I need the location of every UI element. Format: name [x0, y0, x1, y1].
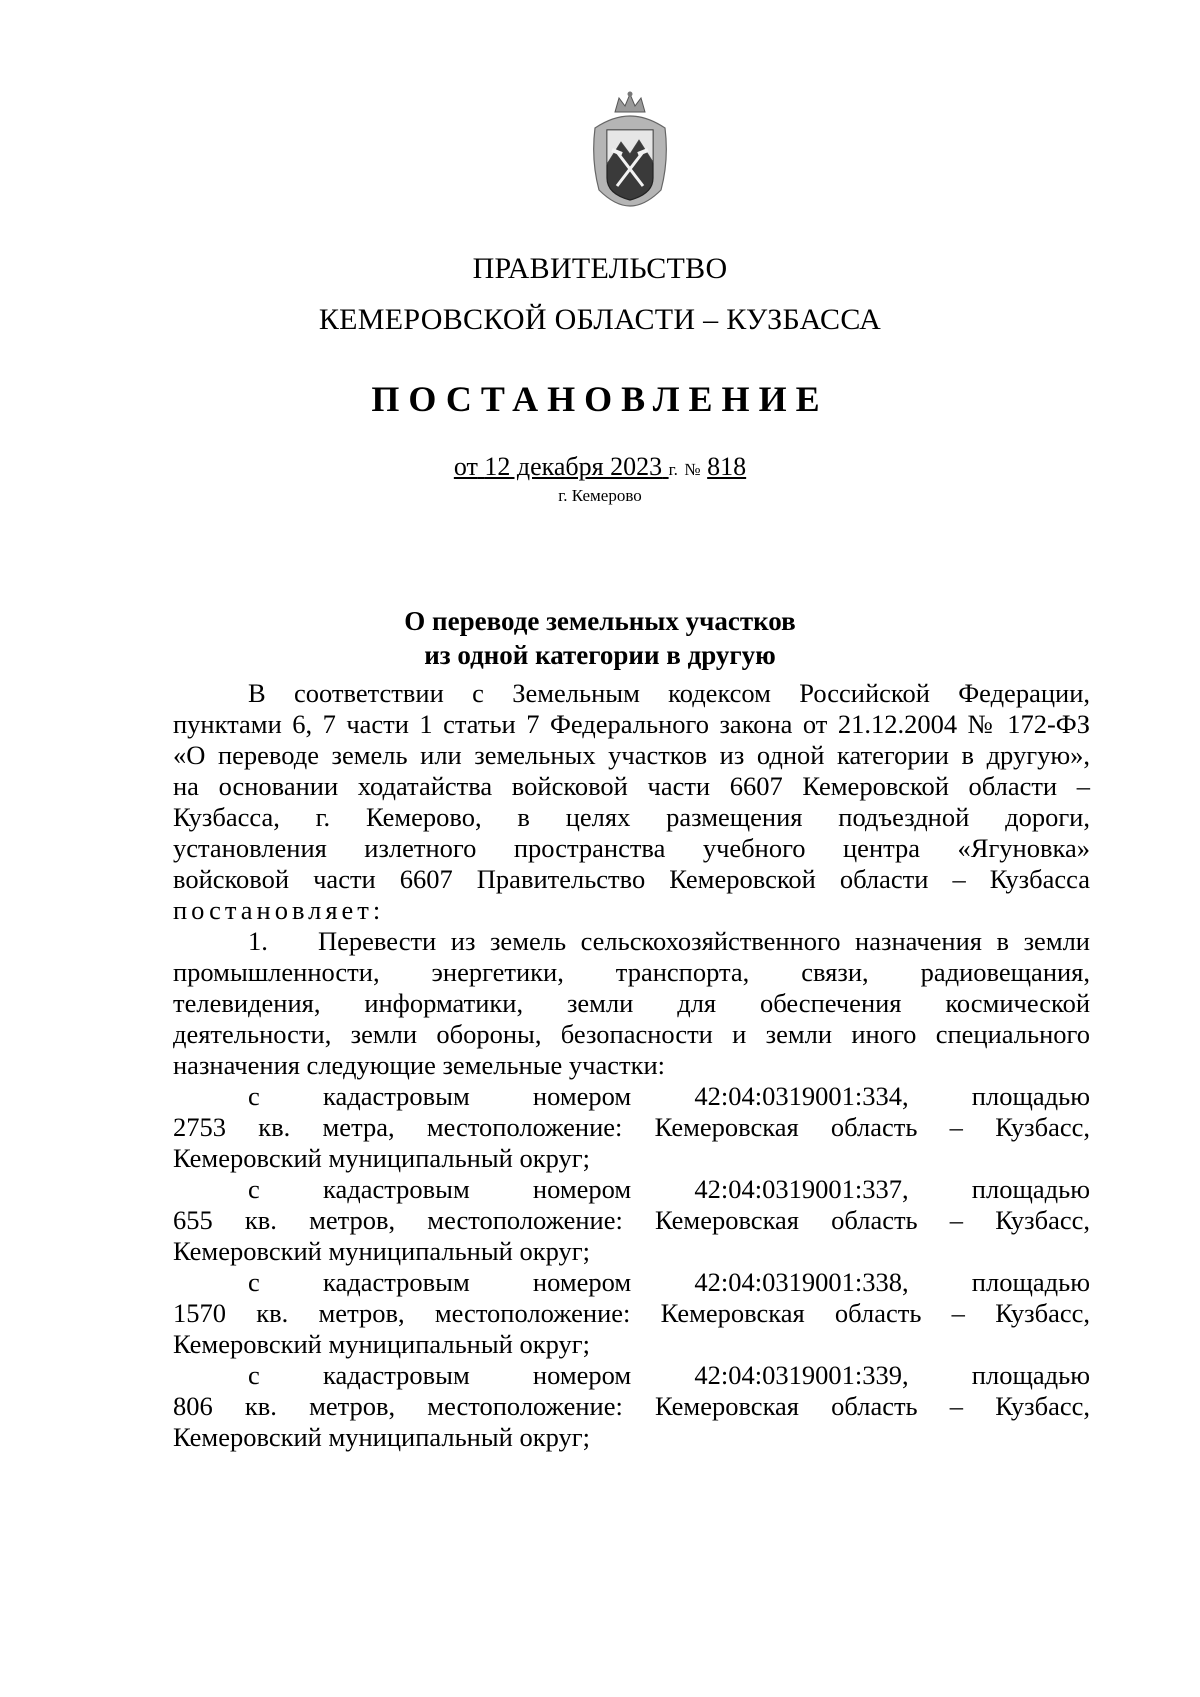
- decree-word: постановляет:: [173, 895, 385, 925]
- decree-date: 12 декабря 2023: [484, 452, 663, 481]
- decree-number: 818: [707, 452, 747, 481]
- government-name-line2: КЕМЕРОВСКОЙ ОБЛАСТИ – КУЗБАССА: [318, 303, 882, 336]
- item-line: деятельности, земли обороны, безопасности и земли иного специального: [173, 1019, 1090, 1049]
- plot-line: Кемеровский муниципальный округ;: [173, 1422, 590, 1452]
- plot-line: с кадастровым номером 42:04:0319001:334, площадью: [248, 1081, 1090, 1111]
- item-line: Перевести из земель сельскохозяйственного назначения в земли: [318, 926, 1090, 956]
- item-line: телевидения, информатики, земли для обеспечения космической: [173, 988, 1090, 1018]
- plot-line: Кемеровский муниципальный округ;: [173, 1143, 590, 1173]
- paragraph-line: Кузбасса, г. Кемерово, в целях размещения подъездной дороги,: [173, 802, 1090, 832]
- plot-line: с кадастровым номером 42:04:0319001:337, площадью: [248, 1174, 1090, 1204]
- plot-line: с кадастровым номером 42:04:0319001:338, площадью: [248, 1267, 1090, 1297]
- plot-line: с кадастровым номером 42:04:0319001:339, площадью: [248, 1360, 1090, 1390]
- plot-line: 655 кв. метров, местоположение: Кемеровская область – Кузбасс,: [173, 1205, 1090, 1235]
- date-number-line: [0, 452, 1200, 482]
- city-line: г. Кемерово: [558, 486, 642, 505]
- subject-line1: О переводе земельных участков: [404, 606, 796, 636]
- item-line: промышленности, энергетики, транспорта, связи, радиовещания,: [173, 957, 1090, 987]
- paragraph-line: войсковой части 6607 Правительство Кемеровской области – Кузбасса: [173, 864, 1090, 894]
- plot-line: 2753 кв. метра, местоположение: Кемеровская область – Кузбасс,: [173, 1112, 1090, 1142]
- paragraph-line: на основании ходатайства войсковой части 6607 Кемеровской области –: [173, 771, 1090, 801]
- item-line: назначения следующие земельные участки:: [173, 1050, 666, 1080]
- document-type-title: ПОСТАНОВЛЕНИЕ: [371, 379, 829, 419]
- coat-of-arms-icon: [585, 90, 675, 208]
- paragraph-line: «О переводе земель или земельных участков из одной категории в другую»,: [173, 740, 1090, 770]
- year-suffix: г.: [668, 460, 678, 479]
- government-name-line1: ПРАВИТЕЛЬСТВО: [472, 252, 728, 285]
- plot-line: 1570 кв. метров, местоположение: Кемеровская область – Кузбасс,: [173, 1298, 1090, 1328]
- paragraph-line: пунктами 6, 7 части 1 статьи 7 Федерального закона от 21.12.2004 № 172-ФЗ: [173, 709, 1090, 739]
- subject-line2: из одной категории в другую: [424, 640, 776, 670]
- paragraph-line: установления излетного пространства учебного центра «Ягуновка»: [173, 833, 1090, 863]
- number-sign: №: [684, 460, 701, 479]
- date-prefix: от: [453, 452, 478, 481]
- plot-line: 806 кв. метров, местоположение: Кемеровская область – Кузбасс,: [173, 1391, 1090, 1421]
- plot-line: Кемеровский муниципальный округ;: [173, 1329, 590, 1359]
- plot-line: Кемеровский муниципальный округ;: [173, 1236, 590, 1266]
- paragraph-line: В соответствии с Земельным кодексом Российской Федерации,: [248, 678, 1090, 708]
- item-number: 1.: [248, 926, 268, 956]
